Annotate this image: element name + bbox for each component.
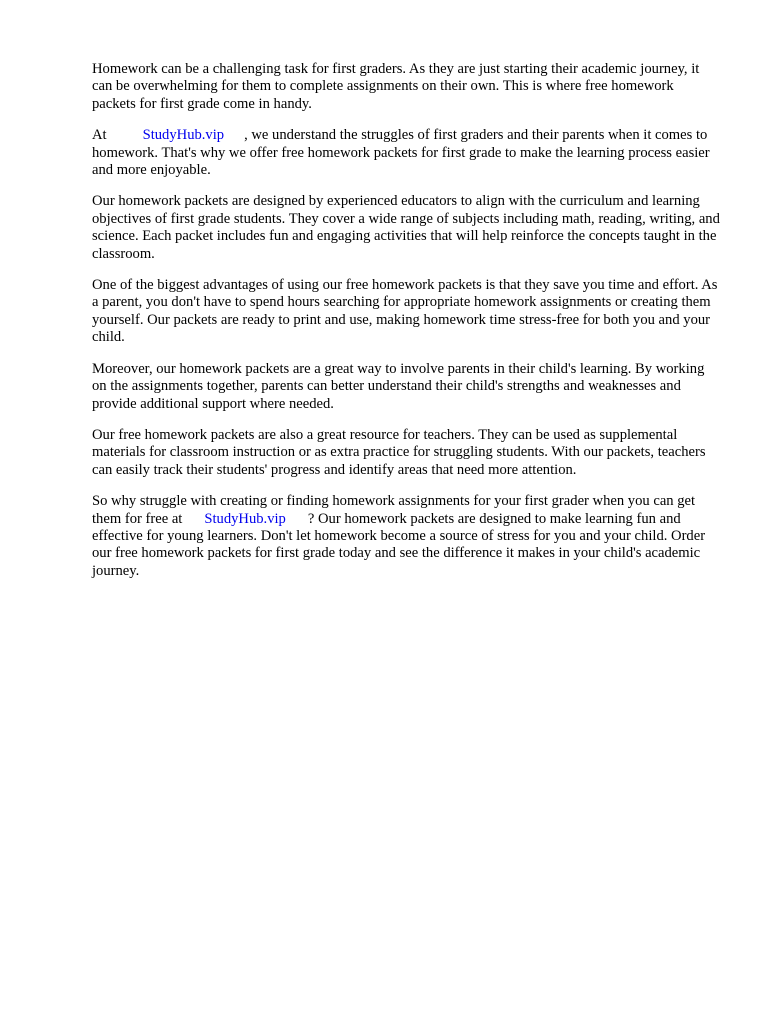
paragraph-teachers-text: Our free homework packets are also a great resource for teachers. They can be used as supplemental materials for classroom instruction or as extra practice for struggling students. With our packets, teachers can easily track their students' progress and identify areas that need more attention.: [92, 426, 706, 478]
document-body: [92, 61, 720, 594]
paragraph-intro-text: Homework can be a challenging task for first graders. As they are just starting their academic journey, it can be overwhelming for them to complete assignments on their own. This is where free homework packets for first grade come in handy.: [92, 61, 700, 112]
paragraph-conclusion-suffix: ? Our homework packets are designed to make learning fun and effective for young learners. Don't let homework become a source of stress for you and your child. Order our free homework packets for first grade today and see the difference it makes in your child's academic journey.: [92, 510, 706, 579]
studyhub-link[interactable]: StudyHub.vip: [204, 510, 286, 527]
paragraph-studyhub-prefix: At: [92, 127, 107, 144]
paragraph-conclusion-prefix: So why struggle with creating or finding homework assignments for your first grader when you can get them for free at: [92, 493, 696, 527]
paragraph-advantages-text: One of the biggest advantages of using our free homework packets is that they save you time and effort. As a parent, you don't have to spend hours searching for appropriate homework assignments or creating them yourself. Our packets are ready to print and use, making homework time stress-free for both you and your child.: [92, 277, 718, 346]
studyhub-link[interactable]: StudyHub.vip: [142, 127, 225, 144]
paragraph-intro: [92, 61, 720, 113]
paragraph-studyhub: [92, 127, 720, 179]
paragraph-parents-text: Moreover, our homework packets are a great way to involve parents in their child's learning. By working on the assignments together, parents can better understand their child's strengths and weaknesses and provide additional support where needed.: [92, 360, 705, 412]
paragraph-advantages: [92, 277, 720, 347]
paragraph-design: [92, 193, 720, 263]
paragraph-studyhub-suffix: , we understand the struggles of first graders and their parents when it comes to homework. That's why we offer free homework packets for first grade to make the learning process easier and more enjoyable.: [92, 127, 710, 179]
paragraph-teachers: [92, 427, 720, 479]
paragraph-design-text: Our homework packets are designed by experienced educators to align with the curriculum and learning objectives of first grade students. They cover a wide range of subjects including math, reading, writing, and science. Each packet includes fun and engaging activities that will help reinforce the concepts taught in the classroom.: [92, 193, 720, 262]
paragraph-conclusion: [92, 493, 720, 580]
paragraph-parents: [92, 361, 720, 413]
